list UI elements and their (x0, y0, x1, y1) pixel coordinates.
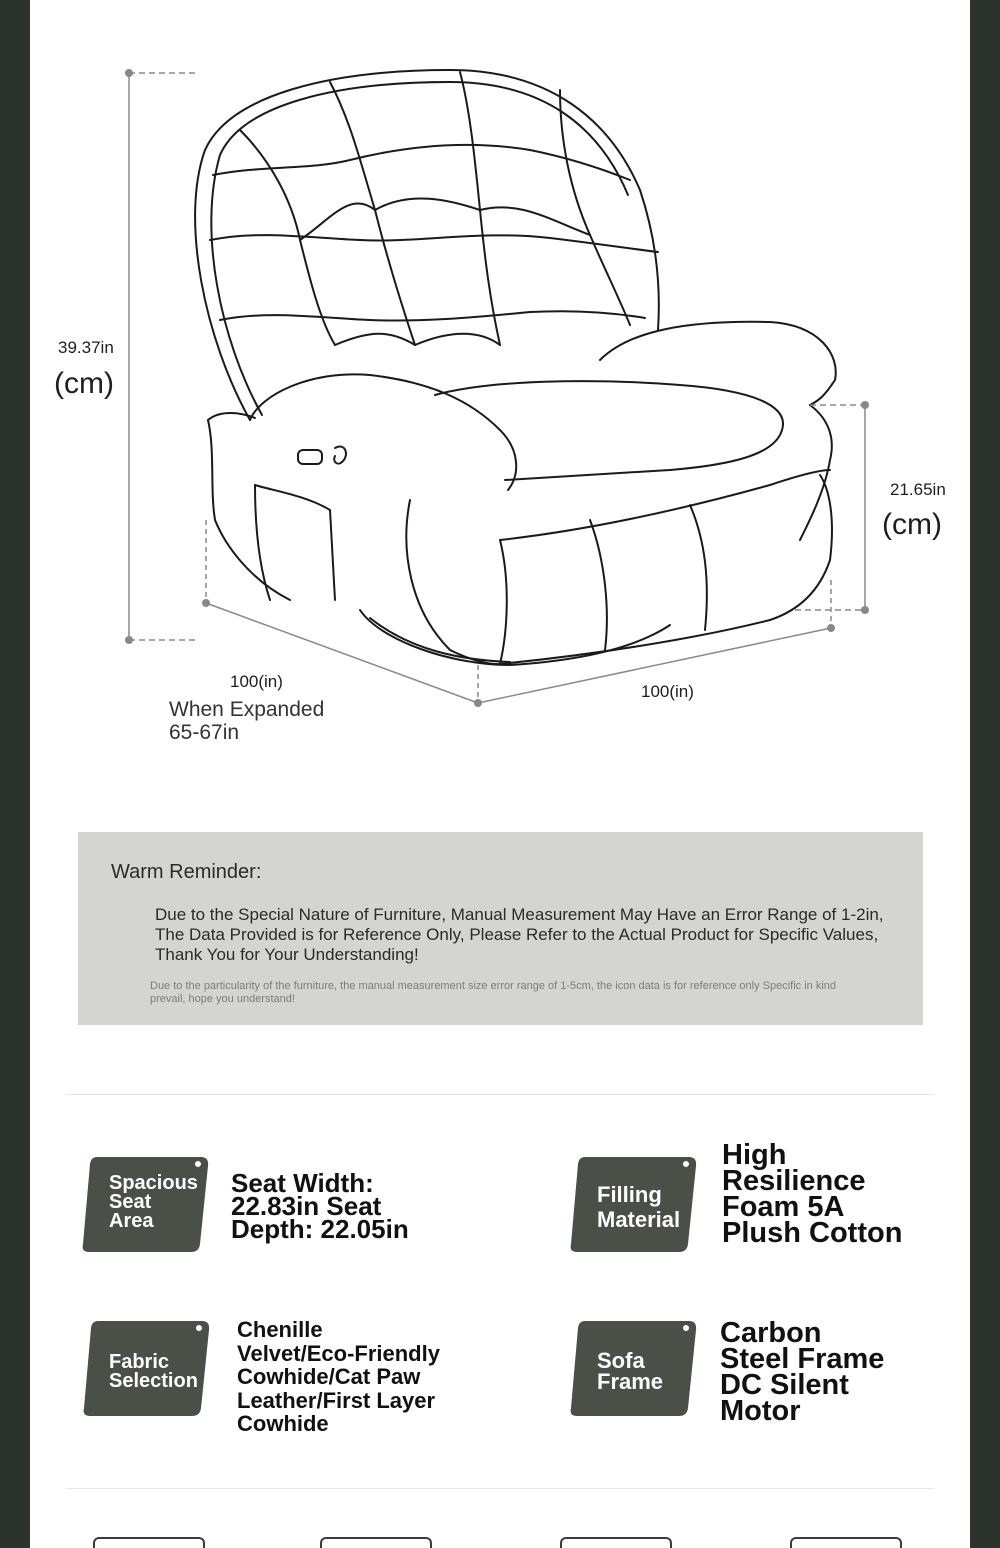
reminder-small-text: Due to the particularity of the furniture, the manual measurement size error range of 1-5cm, the icon data is for reference only Specific in kind prevail, hope you understand! (150, 980, 837, 1005)
spacious-seat-area-badge (81, 1154, 211, 1254)
width-right-dimension-label: 100(in) (641, 682, 694, 701)
height-unit-label: (cm) (54, 367, 114, 400)
partial-card (93, 1537, 205, 1548)
badge-label: Sofa Frame (597, 1348, 664, 1394)
partial-card (790, 1537, 902, 1548)
expanded-label: When Expanded (169, 698, 325, 721)
reminder-text: Due to the Special Nature of Furniture, Manual Measurement May Have an Error Range of 1-2in, The Data Provided is for Reference Only, Please Refer to the Actual Product for Specific Values, Thank You for Your Understanding! (155, 905, 884, 964)
width-left-dimension-label: 100(in) (230, 672, 283, 691)
fabric-selection-badge (82, 1318, 212, 1418)
section-divider (66, 1488, 934, 1489)
section-divider (66, 1094, 934, 1095)
badge-label: Filling Material (597, 1182, 681, 1232)
product-detail-page (30, 0, 970, 1548)
fabric-selection-value: Chenille Velvet/Eco-Friendly Cowhide/Cat Paw Leather/First Layer Cowhide (237, 1317, 440, 1436)
reminder-title: Warm Reminder: (111, 861, 262, 883)
recliner-chair-diagram (30, 0, 970, 780)
seat-height-dimension-label: 21.65in (890, 480, 946, 499)
height-dimension-label: 39.37in (58, 338, 114, 357)
badge-label: Fabric Selection (109, 1351, 198, 1392)
expanded-value: 65-67in (169, 721, 240, 744)
partial-card (560, 1537, 672, 1548)
sofa-frame-value: Carbon Steel Frame DC Silent Motor (720, 1317, 885, 1427)
warm-reminder-box (78, 832, 923, 1025)
seat-height-unit-label: (cm) (882, 508, 942, 541)
expanded-length-note (169, 698, 324, 744)
badge-label: Spacious Seat Area (109, 1172, 198, 1232)
filling-material-badge (569, 1154, 699, 1254)
sofa-frame-badge (569, 1318, 699, 1418)
filling-material-value: High Resilience Foam 5A Plush Cotton (722, 1139, 903, 1249)
partial-card (320, 1537, 432, 1548)
seat-area-value: Seat Width: 22.83in Seat Depth: 22.05in (231, 1168, 409, 1244)
